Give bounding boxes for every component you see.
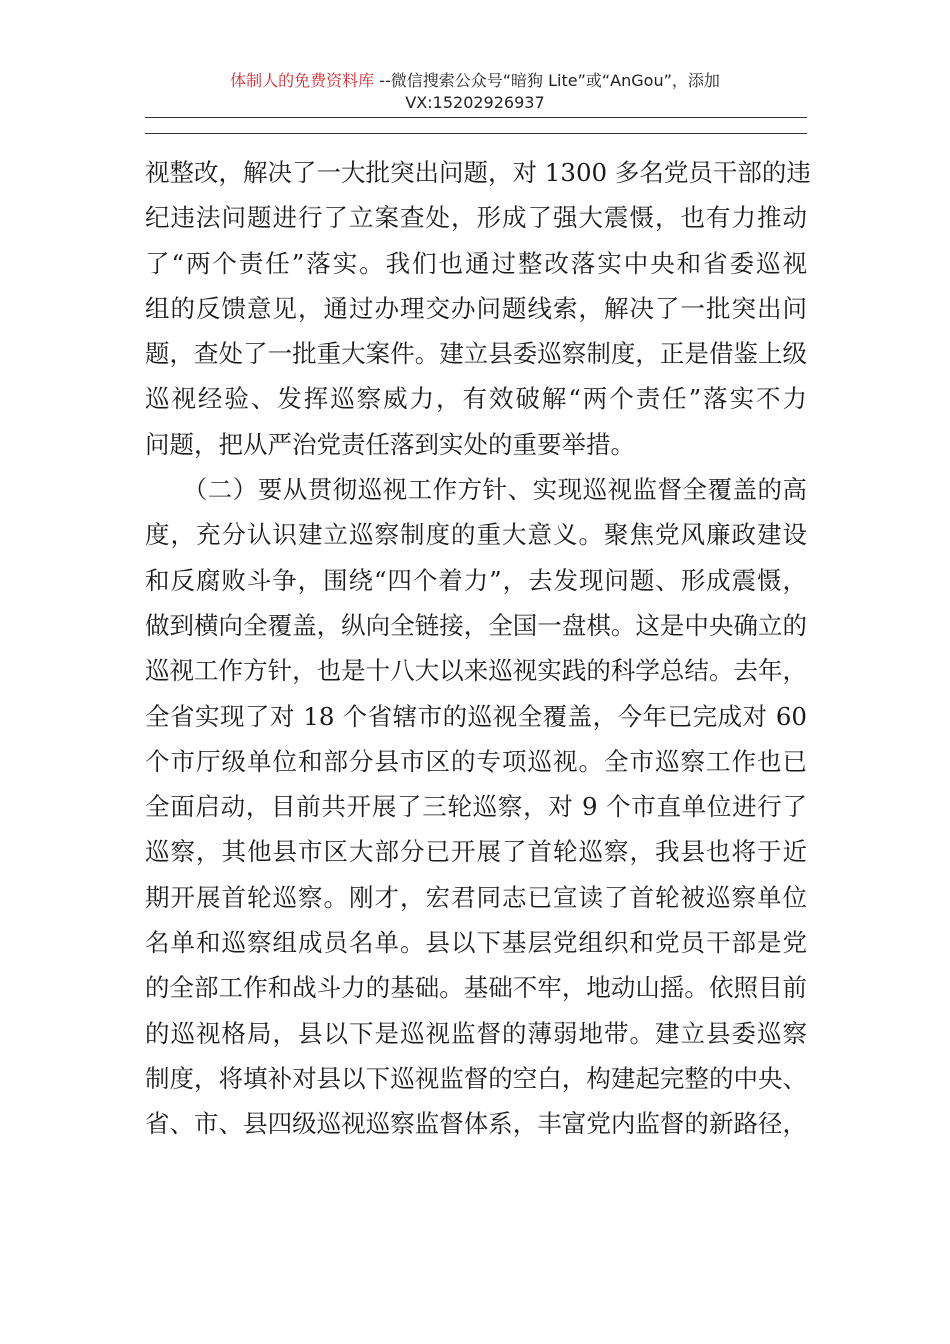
body-line: 问题，把从严治党责任落到实处的重要举措。 (145, 429, 635, 459)
body-line: 视整改，解决了一大批突出问题，对 1300 多名党员干部的违 (145, 158, 811, 187)
body-line: 做到横向全覆盖，纵向全链接，全国一盘棋。这是中央确立的 (145, 610, 807, 640)
body-line: 的巡视格局，县以下是巡视监督的薄弱地带。建立县委巡察 (145, 1018, 807, 1048)
body-line: 了“两个责任”落实。我们也通过整改落实中央和省委巡视 (145, 248, 807, 278)
body-line: 期开展首轮巡察。刚才，宏君同志已宣读了首轮被巡察单位 (145, 882, 807, 912)
body-line: 度，充分认识建立巡察制度的重大意义。聚焦党风廉政建设 (145, 520, 807, 550)
body-line: 和反腐败斗争，围绕“四个着力”，去发现问题、形成震慑， (145, 565, 807, 595)
body-line: 巡察，其他县市区大部分已开展了首轮巡察，我县也将于近 (145, 837, 807, 867)
body-line: 组的反馈意见，通过办理交办问题线索，解决了一批突出问 (145, 293, 807, 323)
body-line: 个市厅级单位和部分县市区的专项巡视。全市巡察工作也已 (145, 746, 807, 776)
body-line: 的全部工作和战斗力的基础。基础不牢，地动山摇。依照目前 (145, 973, 807, 1003)
body-line: 制度，将填补对县以下巡视监督的空白，构建起完整的中央、 (145, 1063, 807, 1093)
header-divider-bottom (145, 133, 807, 134)
document-body (145, 150, 811, 1147)
body-line: 巡视经验、发挥巡察威力，有效破解“两个责任”落实不力 (145, 384, 807, 414)
body-line: 名单和巡察组成员名单。县以下基层党组织和党员干部是党 (145, 928, 807, 958)
body-line: 省、市、县四级巡视巡察监督体系，丰富党内监督的新路径， (145, 1109, 807, 1139)
header-contact-text: --微信搜索公众号“暗狗 Lite”或“AnGou”，添加 (374, 71, 720, 90)
body-line: 全省实现了对 18 个省辖市的巡视全覆盖，今年已完成对 60 (145, 701, 807, 731)
header-contact-vx: VX:15202926937 (405, 93, 545, 112)
body-line: 巡视工作方针，也是十八大以来巡视实践的科学总结。去年， (145, 656, 807, 686)
page-header (0, 70, 950, 114)
header-divider-top (145, 117, 807, 118)
header-brand: 体制人的免费资料库 (230, 71, 375, 90)
header-line-1 (0, 70, 950, 92)
body-line: 纪违法问题进行了立案查处，形成了强大震慑，也有力推动 (145, 203, 807, 233)
body-line: 题，查处了一批重大案件。建立县委巡察制度，正是借鉴上级 (145, 339, 807, 369)
body-line: 全面启动，目前共开展了三轮巡察，对 9 个市直单位进行了 (145, 792, 807, 822)
body-line: （二）要从贯彻巡视工作方针、实现巡视监督全覆盖的高 (145, 475, 807, 505)
